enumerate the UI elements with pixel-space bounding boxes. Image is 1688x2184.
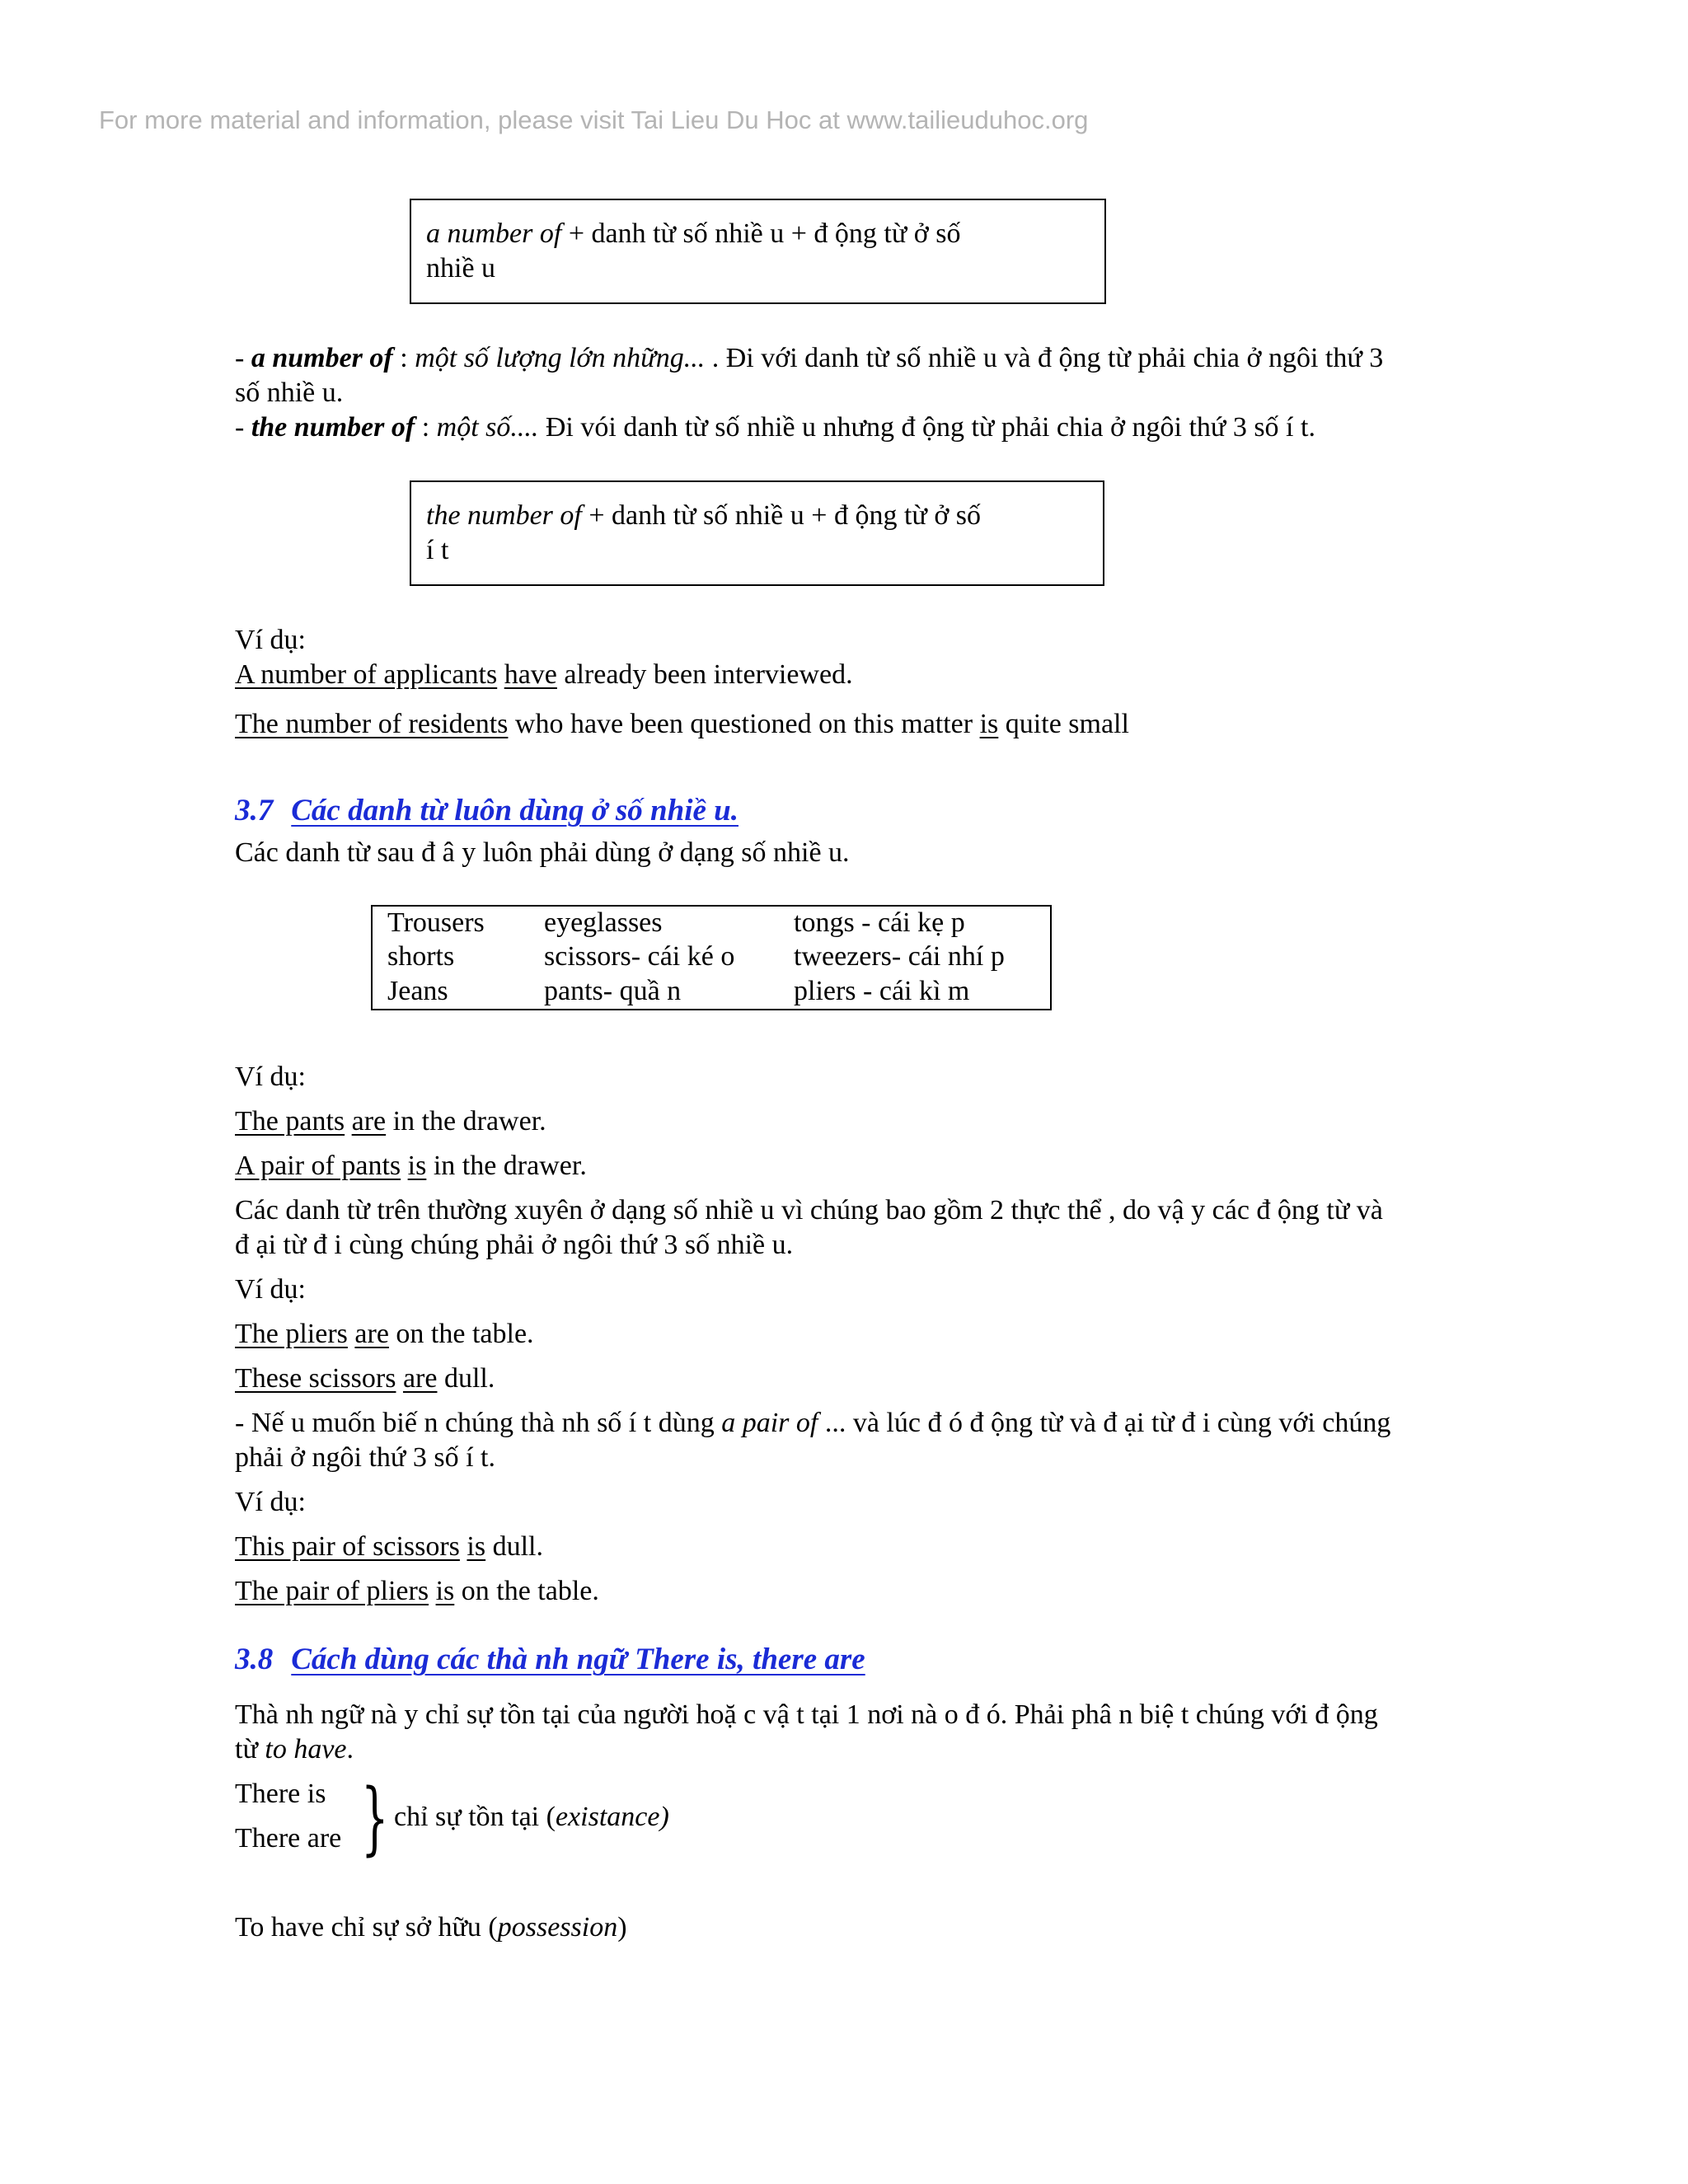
- example-sentence: The number of residents who have been questioned on this matter is quite small: [235, 709, 1129, 739]
- table-cell: Trousers: [387, 907, 485, 938]
- paragraph-singular: - Nế u muốn biế n chúng thà nh số í t dùng a pair of ... và lúc đ ó đ ộng từ và đ ại từ đ i cùng với chúng: [235, 1408, 1391, 1438]
- example-label: Ví dụ:: [235, 1487, 306, 1517]
- example-sentence: The pliers are on the table.: [235, 1319, 534, 1349]
- plural-nouns-table: [371, 905, 1052, 1010]
- example-label: Ví dụ:: [235, 625, 306, 655]
- section-heading-3-7: 3.7 Các danh từ luôn dùng ở số nhiề u.: [235, 794, 738, 827]
- table-cell: Jeans: [387, 975, 448, 1006]
- definition-a-number-of: - a number of : một số lượng lớn những... . Đi với danh từ số nhiề u và đ ộng từ phải chia ở ngôi thứ 3: [235, 343, 1384, 373]
- example-sentence: This pair of scissors is dull.: [235, 1531, 544, 1562]
- there-are-label: There are: [235, 1823, 342, 1854]
- formula-line-1: the number of + danh từ số nhiề u + đ ộng từ ở số: [426, 500, 982, 531]
- definition-a-number-of-line2: số nhiề u.: [235, 377, 344, 408]
- existence-note: chỉ sự tồn tại (existance): [394, 1802, 669, 1832]
- table-cell: pants- quầ n: [544, 975, 682, 1006]
- example-sentence: The pair of pliers is on the table.: [235, 1576, 599, 1606]
- table-cell: scissors- cái ké o: [544, 941, 735, 972]
- table-cell: eyeglasses: [544, 907, 663, 938]
- table-row: [372, 975, 1051, 1010]
- paragraph-plural-line1: Các danh từ trên thường xuyên ở dạng số nhiề u vì chúng bao gồm 2 thực thể , do vậ y các đ ộng từ và: [235, 1195, 1383, 1226]
- paragraph-plural-line2: đ ại từ đ i cùng chúng phải ở ngôi thứ 3 số nhiề u.: [235, 1230, 794, 1260]
- example-label: Ví dụ:: [235, 1274, 306, 1305]
- there-is-label: There is: [235, 1779, 326, 1809]
- table-row: [372, 940, 1051, 974]
- section-heading-3-8: 3.8 Cách dùng các thà nh ngữ There is, there are: [235, 1643, 865, 1676]
- table-cell: tongs - cái kẹ p: [794, 907, 965, 938]
- example-label: Ví dụ:: [235, 1062, 306, 1092]
- example-sentence: The pants are in the drawer.: [235, 1106, 546, 1137]
- definition-the-number-of: - the number of : một số.... Đi vói danh từ số nhiề u nhưng đ ộng từ phải chia ở ngôi thứ 3 số í t.: [235, 412, 1315, 443]
- formula-line-2: nhiề u: [426, 253, 496, 284]
- section-paragraph-line2: từ to have.: [235, 1734, 354, 1765]
- to-have-note: To have chỉ sự sở hữu (possession): [235, 1912, 627, 1943]
- section-paragraph-line1: Thà nh ngữ nà y chỉ sự tồn tại của người hoặ c vậ t tại 1 nơi nà o đ ó. Phải phâ n biệ t chúng với đ ộng: [235, 1699, 1378, 1730]
- formula-line-1: a number of + danh từ số nhiề u + đ ộng từ ở số: [426, 218, 961, 249]
- table-cell: pliers - cái kì m: [794, 975, 970, 1006]
- formula-box-a-number-of: [410, 199, 1106, 304]
- formula-box-the-number-of: [410, 480, 1104, 586]
- example-sentence: A number of applicants have already been interviewed.: [235, 659, 853, 690]
- page-header-note: For more material and information, please visit Tai Lieu Du Hoc at www.tailieuduhoc.org: [99, 105, 1089, 134]
- table-row: [372, 906, 1051, 940]
- example-sentence: A pair of pants is in the drawer.: [235, 1151, 587, 1181]
- curly-brace-icon: }: [361, 1772, 389, 1864]
- table-cell: tweezers- cái nhí p: [794, 941, 1005, 972]
- formula-line-2: í t: [426, 535, 449, 565]
- table-cell: shorts: [387, 941, 455, 972]
- paragraph-singular-line2: phải ở ngôi thứ 3 số í t.: [235, 1442, 495, 1473]
- example-sentence: These scissors are dull.: [235, 1363, 495, 1394]
- section-intro: Các danh từ sau đ â y luôn phải dùng ở dạng số nhiề u.: [235, 837, 850, 868]
